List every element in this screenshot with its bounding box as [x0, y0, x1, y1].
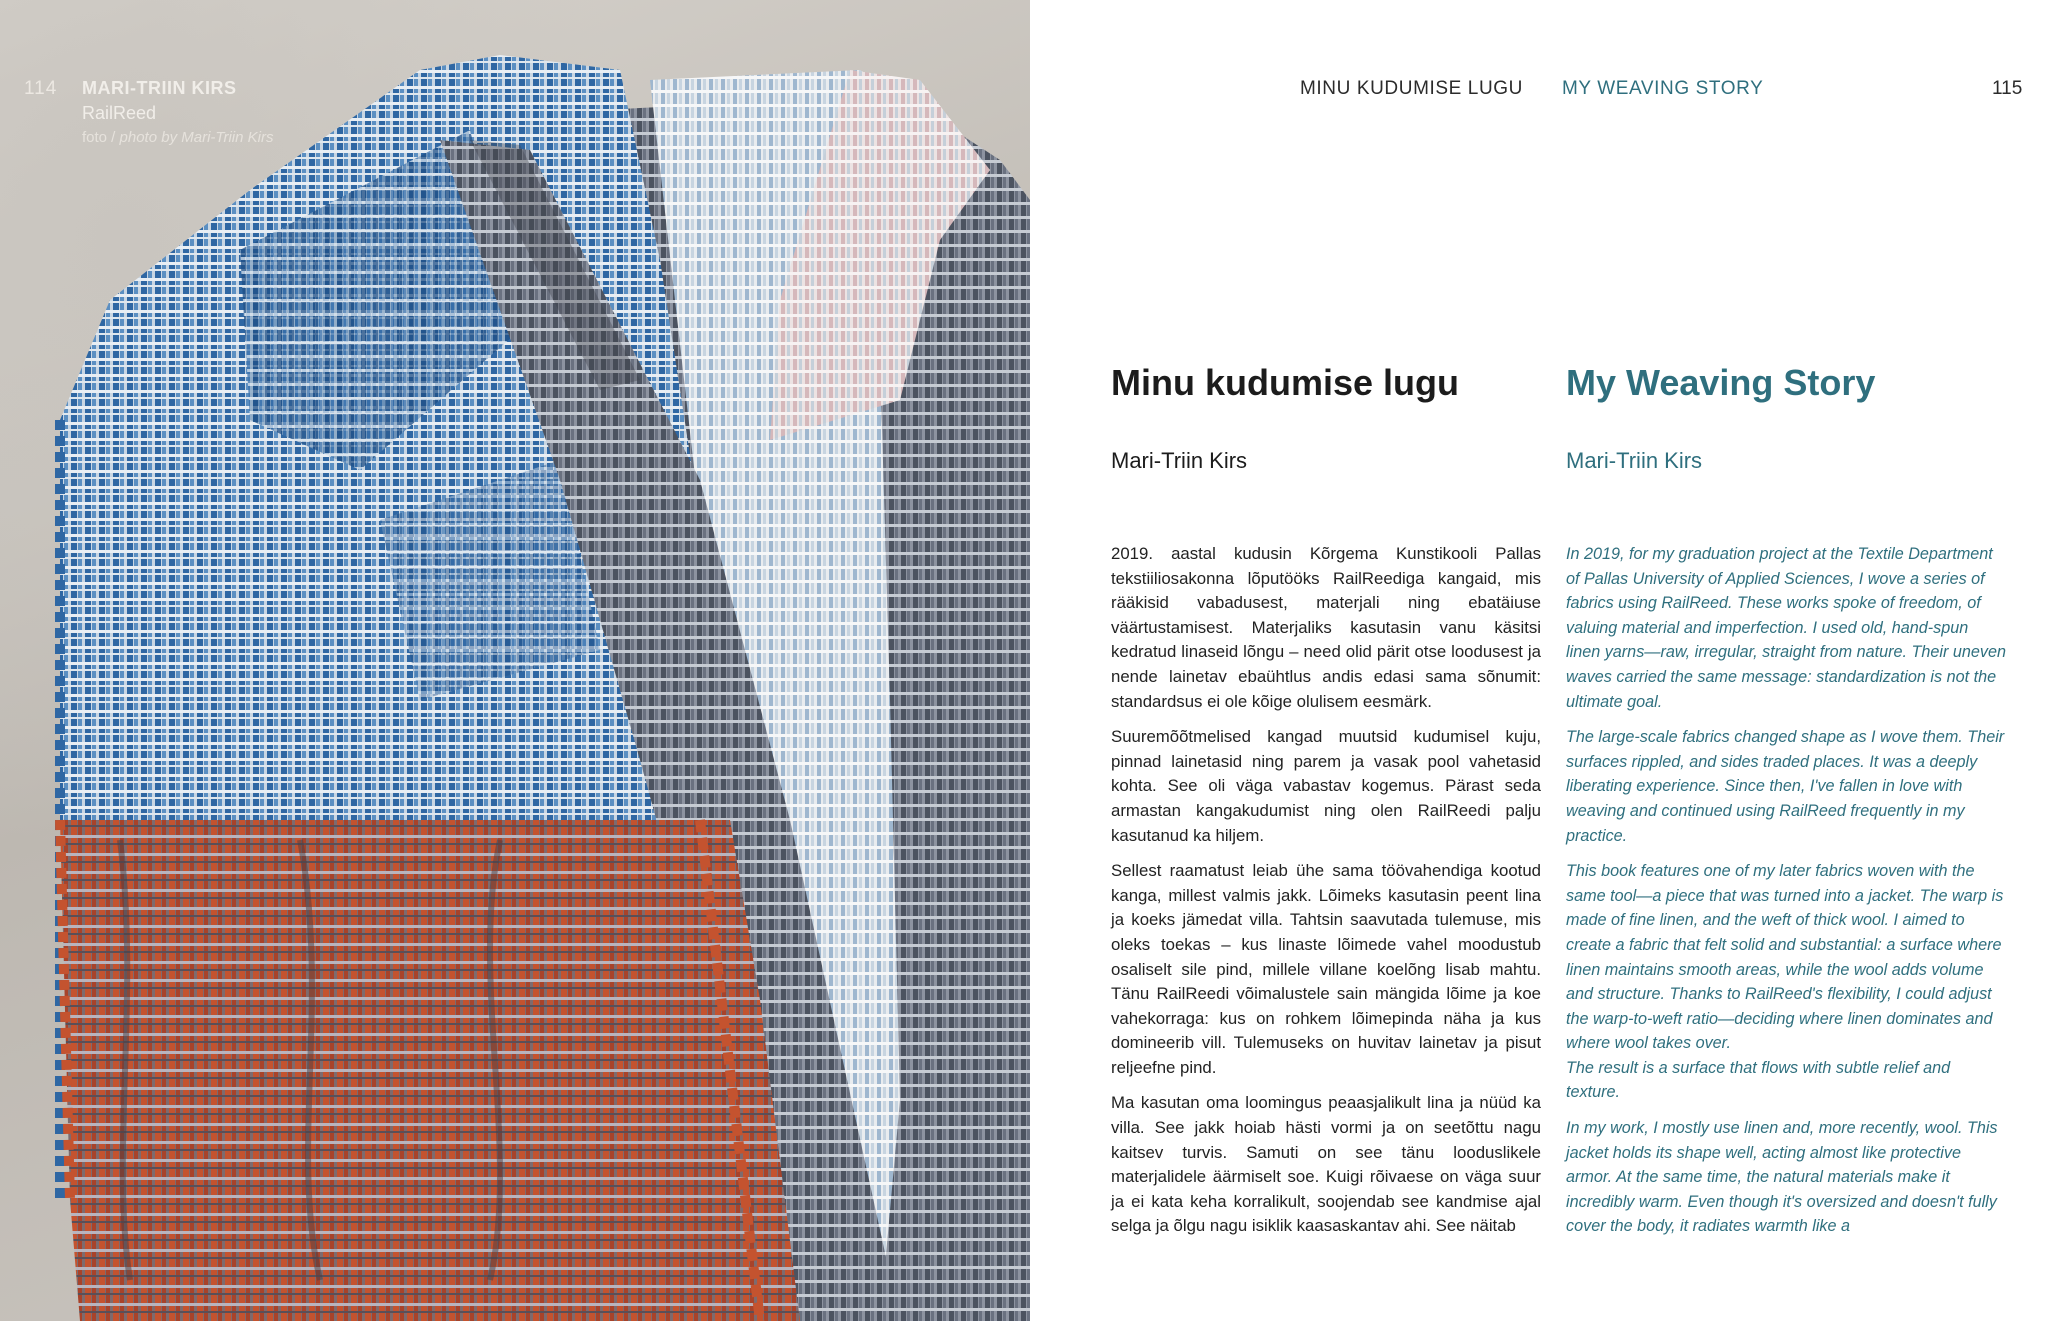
- title-et: Minu kudumise lugu: [1111, 362, 1459, 403]
- paragraph-et: Suuremõõtmelised kangad muutsid kudumisel kuju, pinnad lainetasid ning parem ja vasak pool vahetasid kohta. See oli väga vabastav kogemus. Pärast seda armastan kangakudumist ning olen RailReedi palju kasutanud ka hiljem.: [1111, 727, 1541, 845]
- page-number-left: 114: [24, 78, 58, 99]
- paragraph-et: Sellest raamatust leiab ühe sama töövahendiga kootud kanga, millest valmis jakk. Lõimeks kasutasin peent lina ja koeks jämedat villa. Tahtsin saavutada tulemuse, mis oleks toekas – kus linaste lõimede vahel moodustub osaliselt sile pind, millele villane koelõng lisab mahtu. Tänu RailReedi võimalustele sain mängida lõime ja koe vahekorraga: kus on rohkem lõimepinda näha ja kus domineerib vill. Tulemuseks on huvitav lainetav ja pisut reljeefne pind.: [1111, 861, 1541, 1077]
- body-column-en: [1566, 542, 2006, 1250]
- credit-en: photo by Mari-Triin Kirs: [119, 129, 274, 146]
- running-header-en: MY WEAVING STORY: [1562, 78, 1764, 99]
- paragraph-en: In my work, I mostly use linen and, more recently, wool. This jacket holds its shape well, acting almost like protective armor. At the same time, the natural materials make it incredibly warm. Even though it's oversized and doesn't fully cover the body, it radiates warmth like a: [1566, 1119, 1998, 1236]
- paragraph-en: The result is a surface that flows with subtle relief and texture.: [1566, 1058, 1951, 1102]
- caption-artist: MARI-TRIIN KIRS: [82, 78, 237, 98]
- author-et: Mari-Triin Kirs: [1111, 448, 1248, 473]
- caption-work-title: RailReed: [82, 103, 157, 123]
- caption-photo-credit: [82, 129, 273, 146]
- paragraph-et: Ma kasutan oma loomingus peaasjalikult lina ja nüüd ka villa. See jakk hoiab hästi vormi ja on seetõttu nagu kaitsev turvis. Samuti on see tänu looduslikele materjalidele äärmiselt soe. Kuigi rõivaese on väga suur ja ei kata keha korralikult, soojendab see kandmise ajal selga ja õlgu nagu isiklik kaasaskantav ahi. See näitab: [1111, 1093, 1541, 1236]
- page-number-right: 115: [1992, 78, 2023, 99]
- author-en: Mari-Triin Kirs: [1566, 448, 1703, 473]
- running-header-et: MINU KUDUMISE LUGU: [1300, 78, 1523, 99]
- body-column-et: [1111, 542, 1541, 1250]
- text-page-right: [1030, 0, 2048, 1321]
- title-en: My Weaving Story: [1566, 362, 1876, 403]
- paragraph-et: 2019. aastal kudusin Kõrgema Kunstikooli Pallas tekstiiliosakonna lõputööks RailReediga kangaid, mis rääkisid vabadusest, materjali ning ebatäiuse väärtustamisest. Materjaliks kasutasin vanu käsitsi kedratud linaseid lõngu – need olid pärit otse loodusest ja nende lainetav ebaühtlus andis edasi sama sõnumit: standardsus ei ole kõige olulisem eesmärk.: [1111, 544, 1541, 711]
- paragraph-en: This book features one of my later fabrics woven with the same tool—a piece that was turned into a jacket. The warp is made of fine linen, and the weft of thick wool. I aimed to create a fabric that felt solid and substantial: a surface where linen maintains smooth areas, while the wool adds volume and structure. Thanks to RailReed's flexibility, I could adjust the warp-to-weft ratio—deciding where linen dominates and where wool takes over.: [1566, 862, 2004, 1053]
- paragraph-en: In 2019, for my graduation project at the Textile Department of Pallas University of Applied Sciences, I wove a series of fabrics using RailReed. These works spoke of freedom, of valuing material and imperfection. I used old, hand-spun linen yarns—raw, irregular, straight from nature. Their uneven waves carried the same message: standardization is not the ultimate goal.: [1566, 545, 2006, 711]
- paragraph-en: The large-scale fabrics changed shape as I wove them. Their surfaces rippled, and sides traded places. It was a deeply liberating experience. Since then, I've fallen in love with weaving and continued using RailReed frequently in my practice.: [1566, 728, 2005, 845]
- credit-et: foto /: [82, 129, 120, 146]
